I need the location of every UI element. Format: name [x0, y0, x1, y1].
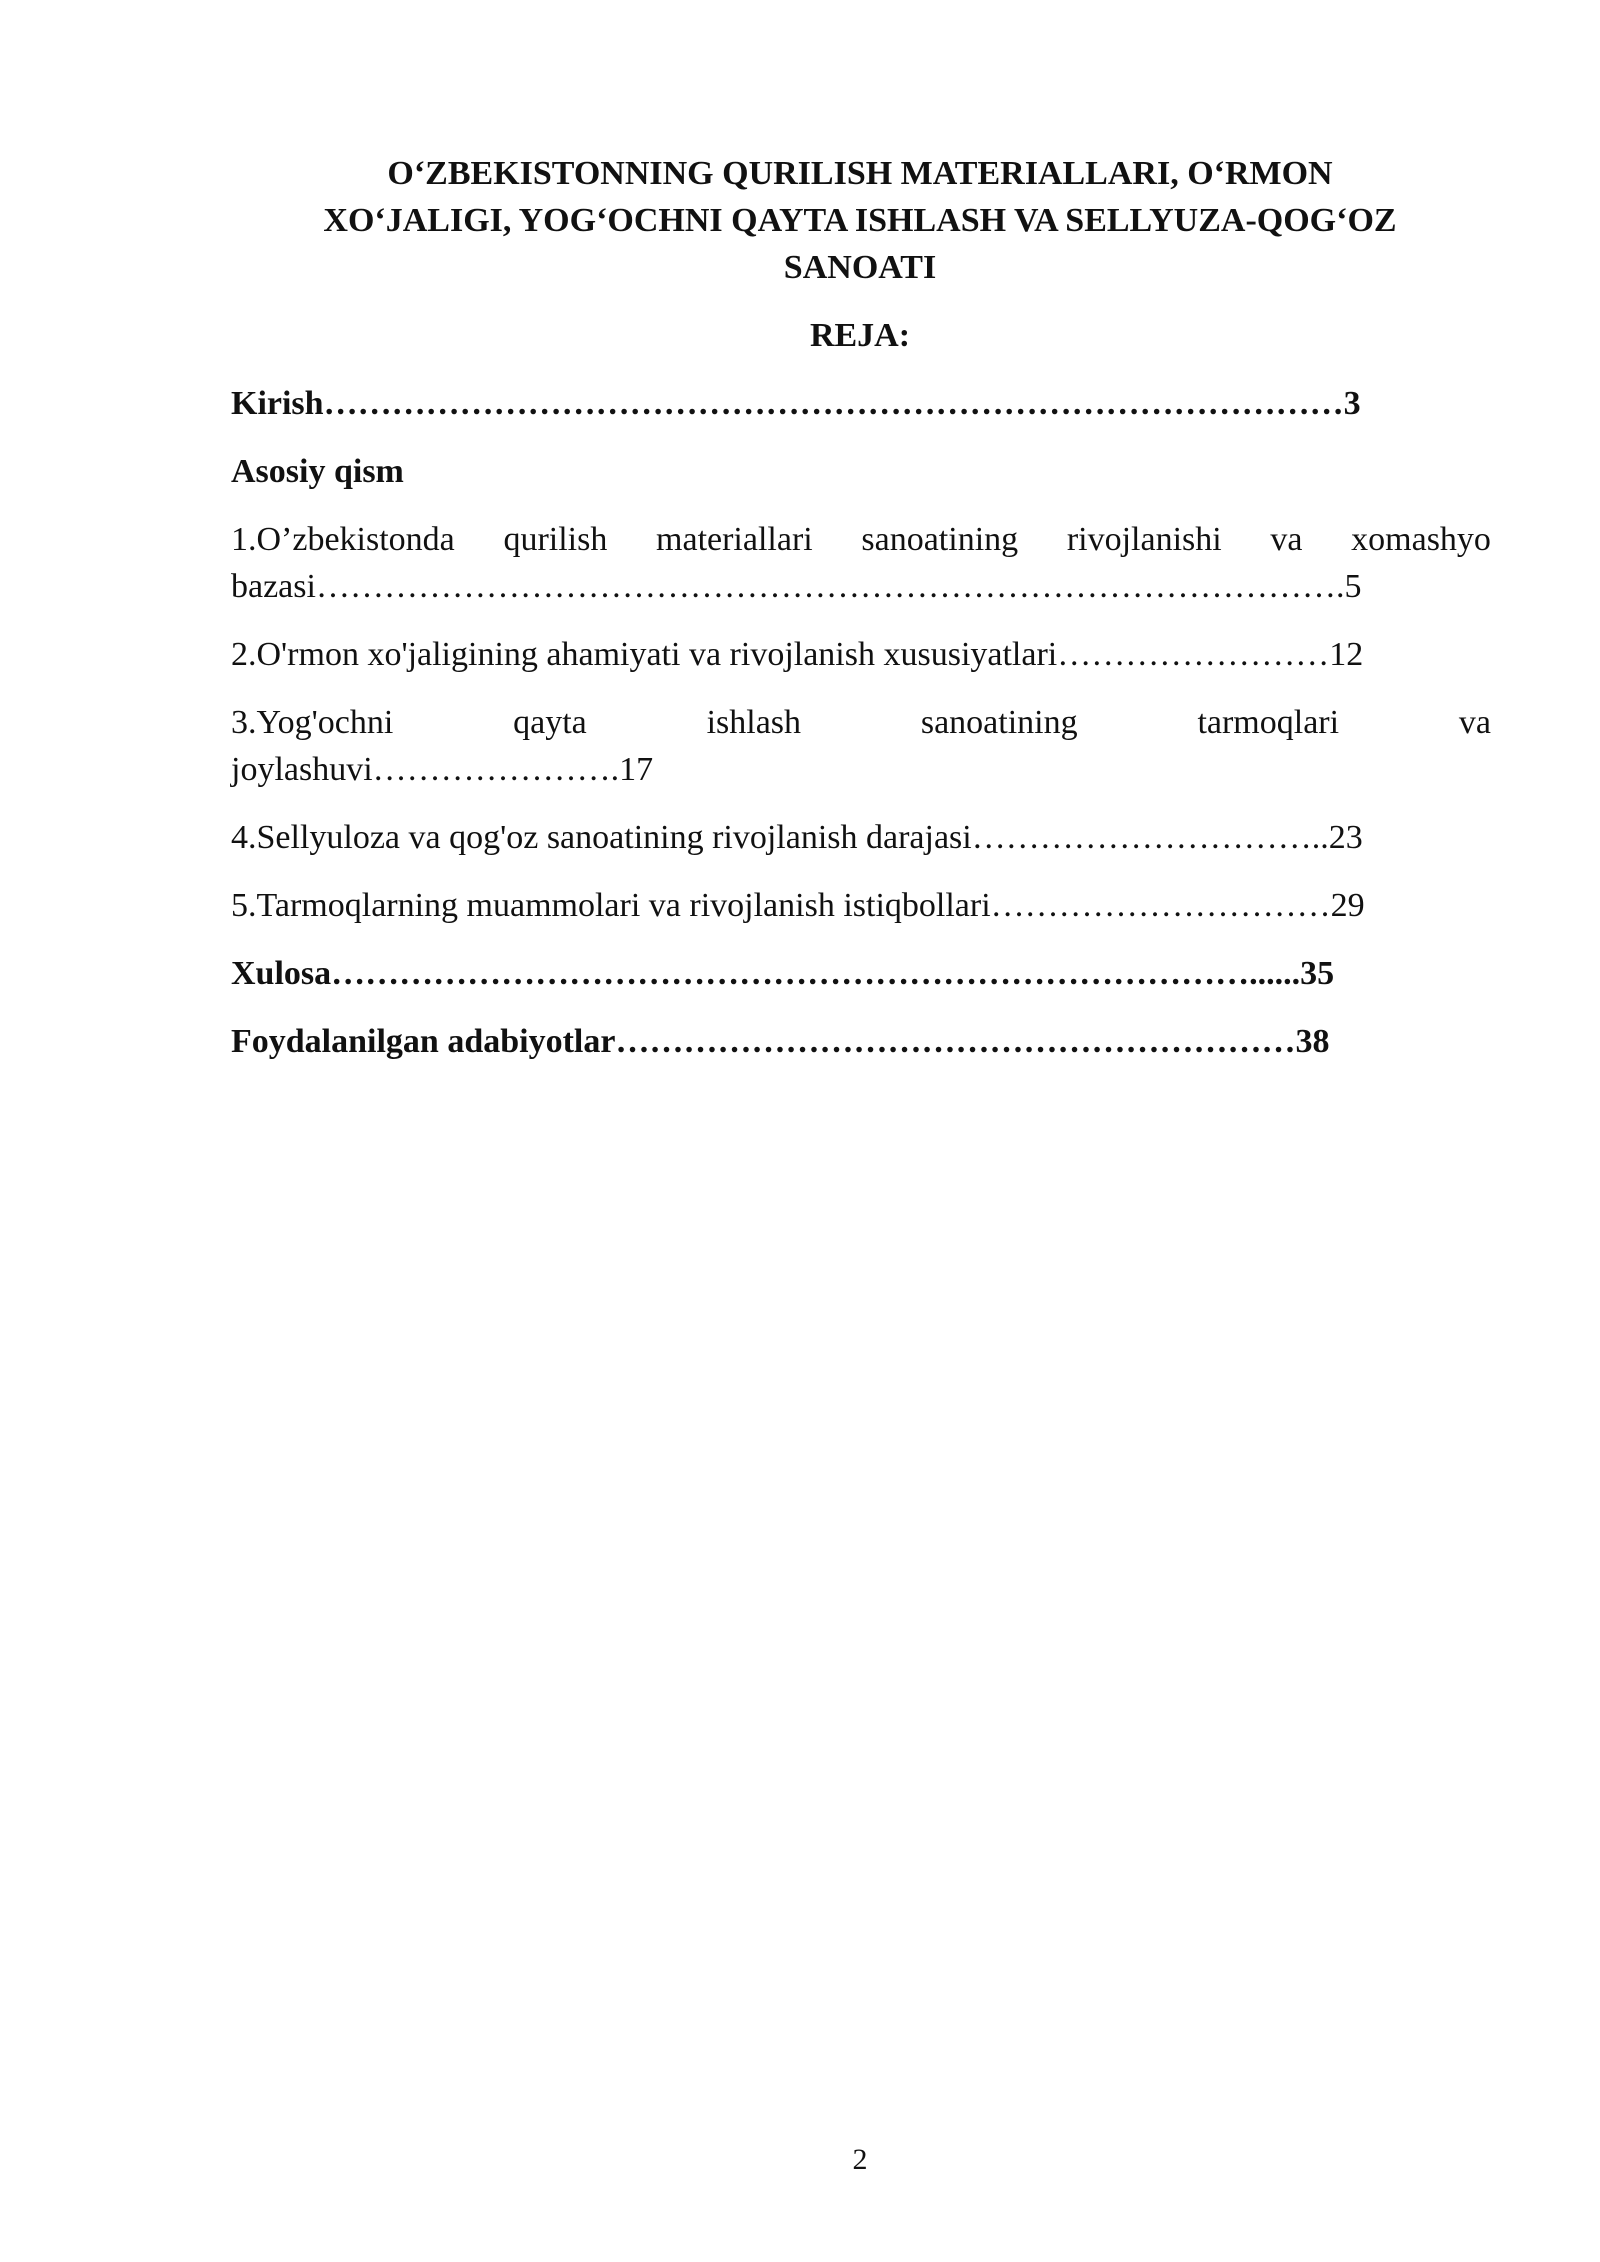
toc-section-asosiy-qism: Asosiy qism: [231, 453, 404, 490]
plan-heading: REJA:: [809, 317, 911, 354]
toc-entry-3-word: sanoatining: [920, 704, 1078, 741]
toc-entry-xulosa: Xulosa………………………………………………………………………......35: [231, 955, 1335, 992]
toc-entry-adabiyotlar: Foydalanilgan adabiyotlar……………………………………………………38: [231, 1023, 1330, 1060]
toc-entry-1-line-2: bazasi……………………………………………………………………………….5: [231, 568, 1362, 605]
toc-entry-2: 2.O'rmon xo'jaligining ahamiyati va rivojlanish xususiyatlari……………………12: [231, 636, 1364, 673]
toc-entry-1-line-1: [231, 516, 1491, 563]
page-number: 2: [852, 2143, 868, 2176]
toc-entry-3-line-1: [231, 699, 1491, 746]
toc-entry-3-word: qayta: [513, 704, 587, 741]
toc-entry-1-word: xomashyo: [1351, 521, 1491, 558]
toc-entry-3-word: ishlash: [706, 704, 802, 741]
toc-entry-1-word: qurilish: [503, 521, 608, 558]
title-line-3: SANOATI: [783, 249, 937, 286]
toc-entry-3-line-2: joylashuvi………………….17: [231, 751, 654, 788]
toc-entry-5: 5.Tarmoqlarning muammolari va rivojlanish istiqbollari…………………………29: [231, 887, 1365, 924]
toc-entry-1-word: sanoatining: [861, 521, 1019, 558]
title-line-1: O‘ZBEKISTONNING QURILISH MATERIALLARI, O‘RMON: [387, 155, 1333, 192]
toc-entry-kirish: Kirish………………………………………………………………………………3: [231, 385, 1361, 422]
toc-entry-1-word: 1.O’zbekistonda: [231, 521, 455, 558]
toc-entry-1-word: va: [1270, 521, 1303, 558]
title-line-2: XO‘JALIGI, YOG‘OCHNI QAYTA ISHLASH VA SELLYUZA-QOG‘OZ: [323, 202, 1397, 239]
toc-entry-4: 4.Sellyuloza va qog'oz sanoatining rivojlanish darajasi…………………………..23: [231, 819, 1363, 856]
toc-entry-3-word: tarmoqlari: [1197, 704, 1340, 741]
toc-entry-1-word: materiallari: [656, 521, 813, 558]
toc-entry-1-word: rivojlanishi: [1066, 521, 1222, 558]
document-title: [200, 150, 1520, 291]
toc-entry-3-word: 3.Yog'ochni: [231, 704, 394, 741]
toc-entry-3-word: va: [1458, 704, 1491, 741]
